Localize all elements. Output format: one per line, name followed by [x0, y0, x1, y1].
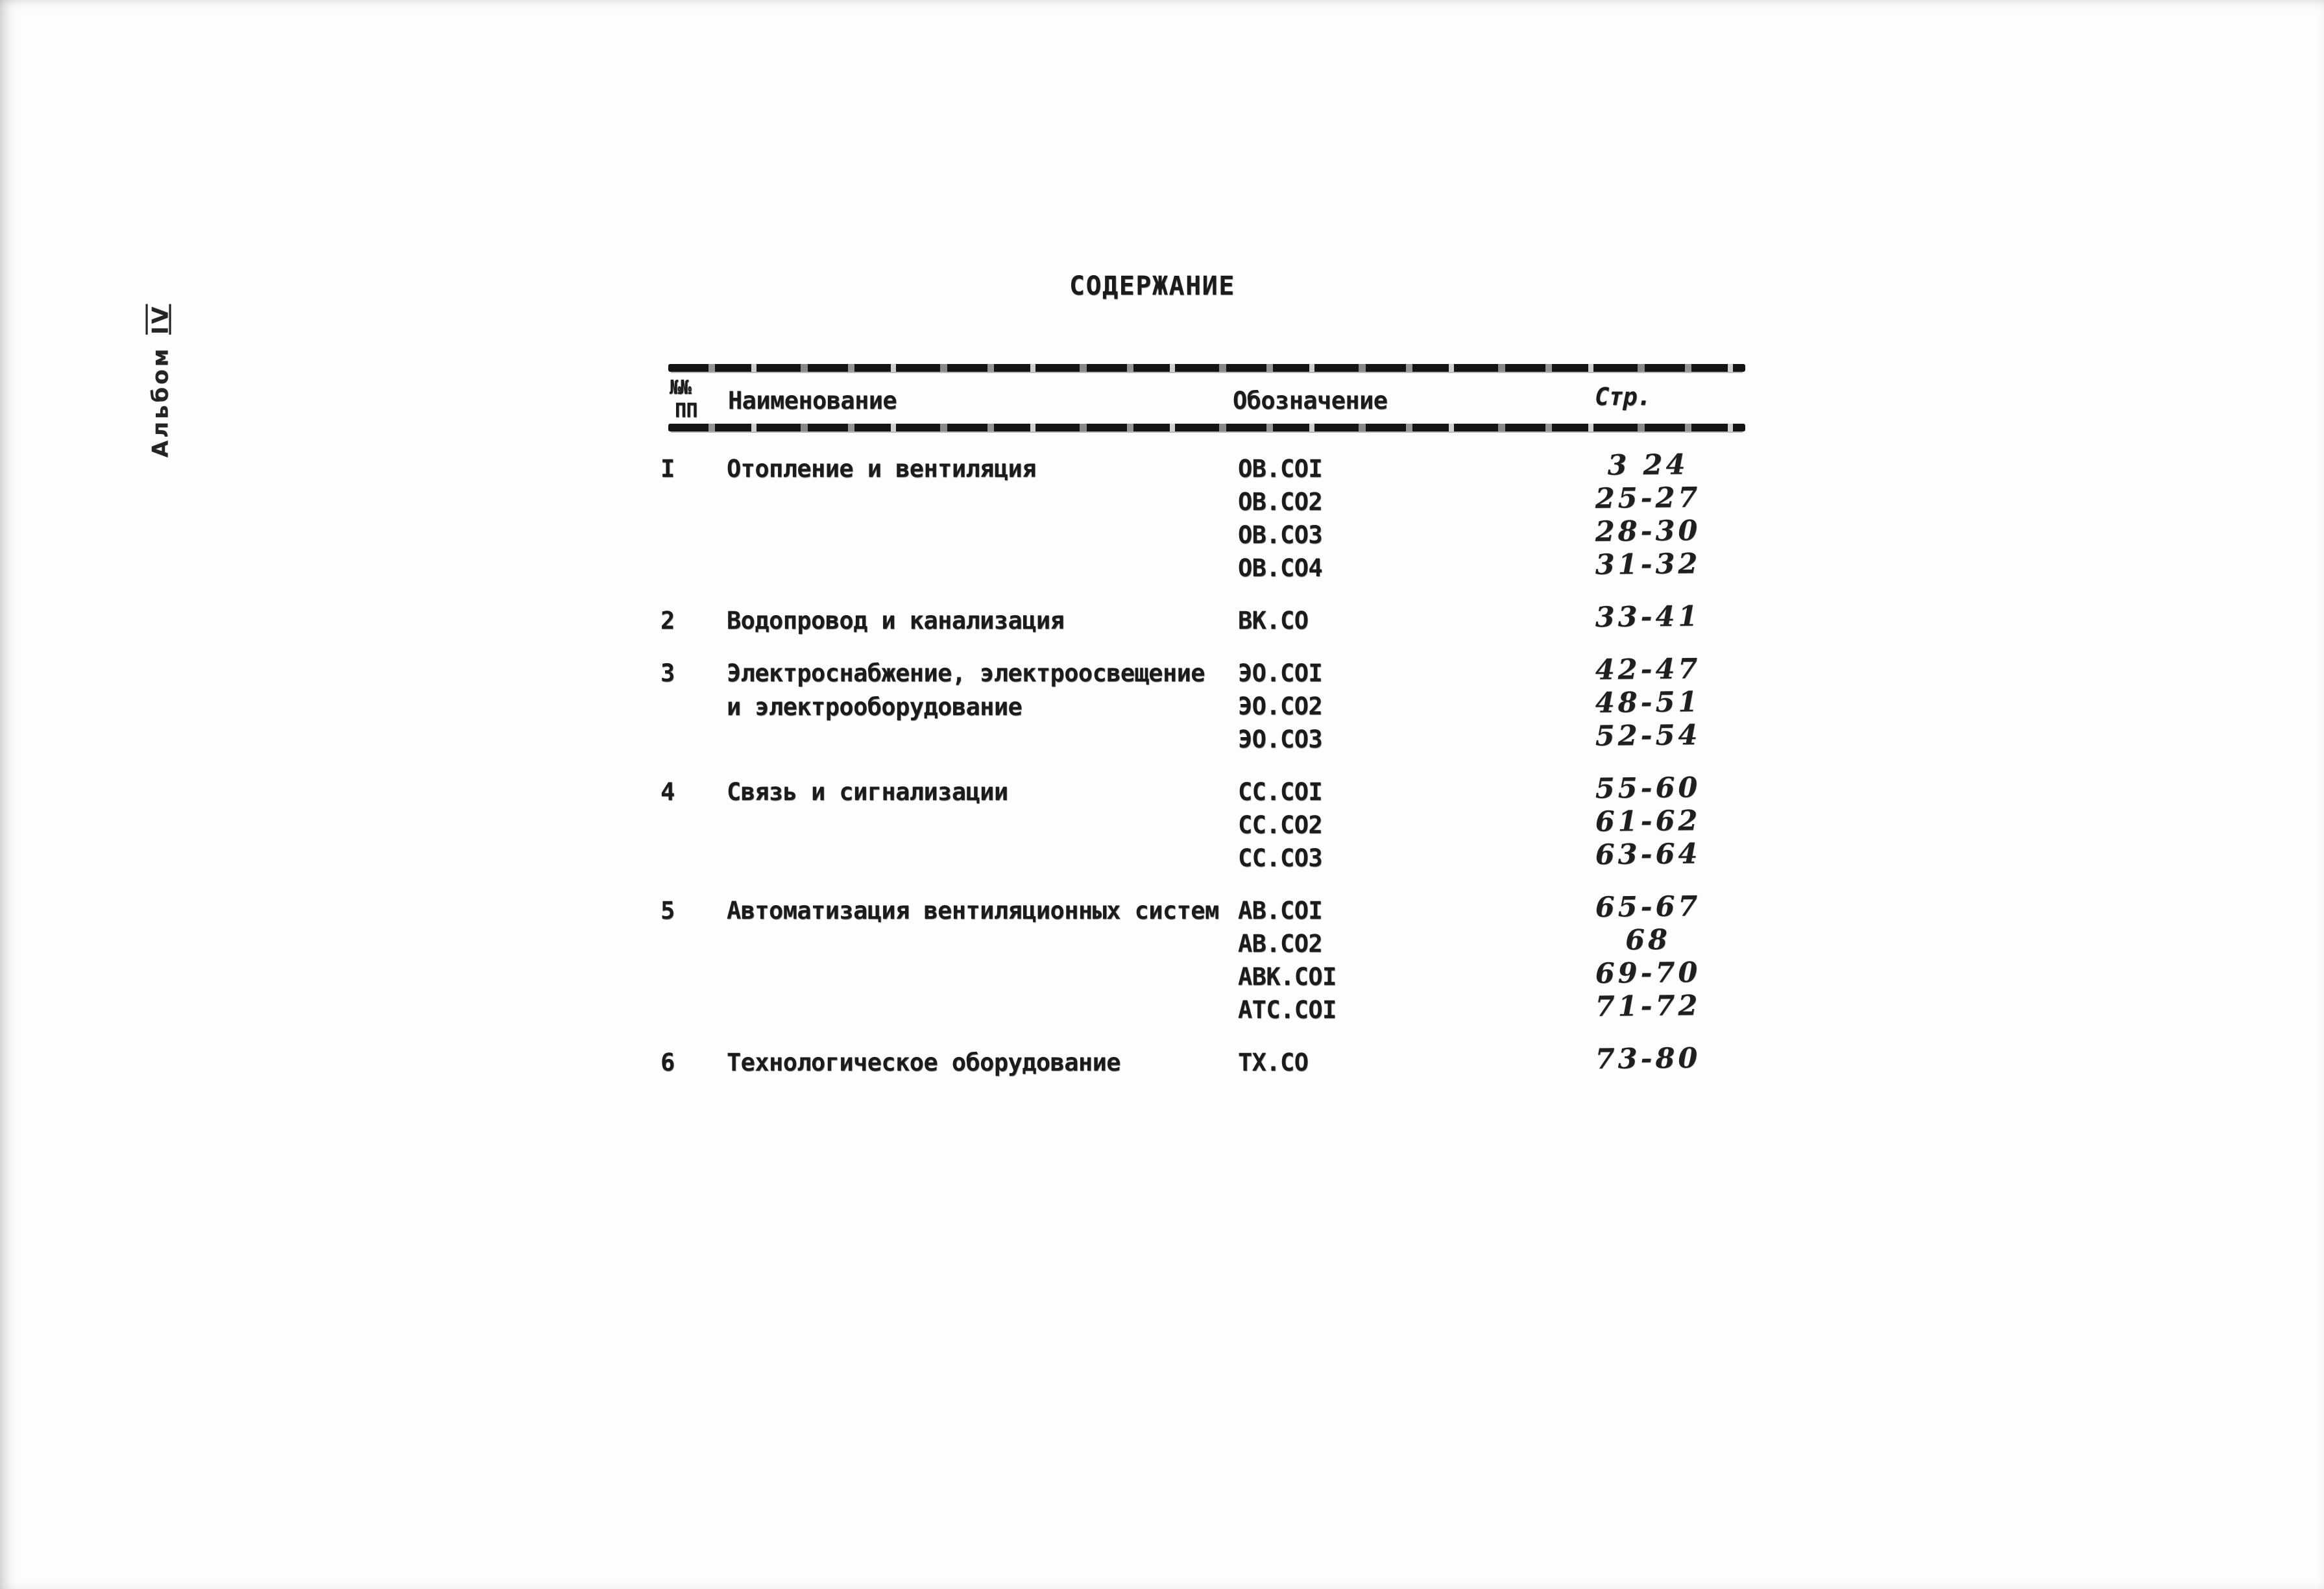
- row-pages: 28-30: [1595, 515, 1701, 548]
- row-pages: 68: [1625, 923, 1671, 957]
- row-pages: 42-47: [1595, 653, 1701, 686]
- column-header-pages: Стр.: [1595, 383, 1651, 411]
- row-pages: 63-64: [1595, 838, 1701, 871]
- row-designation: АВ.СОI: [1238, 897, 1323, 925]
- row-pages: 33-41: [1595, 600, 1701, 634]
- row-name-line: Электроснабжение, электроосвещение: [727, 659, 1205, 687]
- row-designation: ЭО.СОI: [1238, 659, 1323, 687]
- album-label-text: Альбом: [147, 346, 174, 458]
- row-designation: ЭО.СО3: [1238, 725, 1323, 753]
- row-name-line: Связь и сигнализации: [727, 778, 1008, 806]
- row-number: 5: [660, 897, 675, 925]
- row-name-line: Водопровод и канализация: [727, 607, 1065, 635]
- table-bottom-rule: [668, 424, 1745, 431]
- row-pages: 73-80: [1595, 1042, 1701, 1076]
- row-pages: 65-67: [1595, 890, 1701, 924]
- row-pages: 25-27: [1595, 481, 1701, 515]
- row-number: 4: [660, 778, 675, 806]
- row-designation: АВК.СОI: [1238, 963, 1337, 991]
- album-side-label: [148, 285, 174, 476]
- row-designation: ОВ.СО3: [1238, 521, 1323, 549]
- row-designation: СС.СО2: [1238, 811, 1323, 839]
- row-designation: СС.СО3: [1238, 844, 1323, 872]
- row-pages: 69-70: [1595, 956, 1701, 990]
- page-title: СОДЕРЖАНИЕ: [1069, 271, 1235, 301]
- row-pages: 48-51: [1595, 686, 1701, 720]
- row-designation: ОВ.СОI: [1238, 455, 1323, 483]
- row-pages: 3 24: [1607, 448, 1689, 482]
- row-designation: СС.СОI: [1238, 778, 1323, 806]
- row-number: 3: [660, 659, 675, 687]
- row-name-line: Технологическое оборудование: [727, 1049, 1120, 1076]
- row-number: 2: [660, 607, 675, 635]
- row-designation: АВ.СО2: [1238, 930, 1323, 958]
- row-pages: 31-32: [1595, 548, 1701, 581]
- row-designation: ОВ.СО4: [1238, 554, 1323, 582]
- row-designation: ЭО.СО2: [1238, 692, 1323, 720]
- row-number: 6: [660, 1049, 675, 1076]
- column-header-designation: Обозначение: [1233, 387, 1388, 415]
- row-designation: ОВ.СО2: [1238, 488, 1323, 516]
- row-name-line: Автоматизация вентиляционных систем: [727, 897, 1219, 925]
- album-roman-numeral: IV: [147, 304, 174, 335]
- toc-table: [655, 360, 1758, 1106]
- column-header-number-line2: ПП: [675, 400, 697, 422]
- row-name-line: и электрооборудование: [727, 693, 1023, 721]
- row-number: I: [660, 455, 675, 483]
- column-header-number-line1: №№: [670, 376, 691, 399]
- row-pages: 52-54: [1595, 719, 1701, 753]
- row-name-line: Отопление и вентиляция: [727, 455, 1036, 483]
- table-top-rule: [668, 364, 1745, 372]
- row-pages: 71-72: [1595, 989, 1701, 1023]
- row-designation: ТХ.СО: [1238, 1049, 1309, 1076]
- row-pages: 61-62: [1595, 805, 1701, 838]
- column-header-name: Наименование: [728, 387, 897, 415]
- row-pages: 55-60: [1595, 771, 1701, 805]
- row-designation: АТС.СОI: [1238, 996, 1337, 1024]
- row-designation: ВК.СО: [1238, 607, 1309, 635]
